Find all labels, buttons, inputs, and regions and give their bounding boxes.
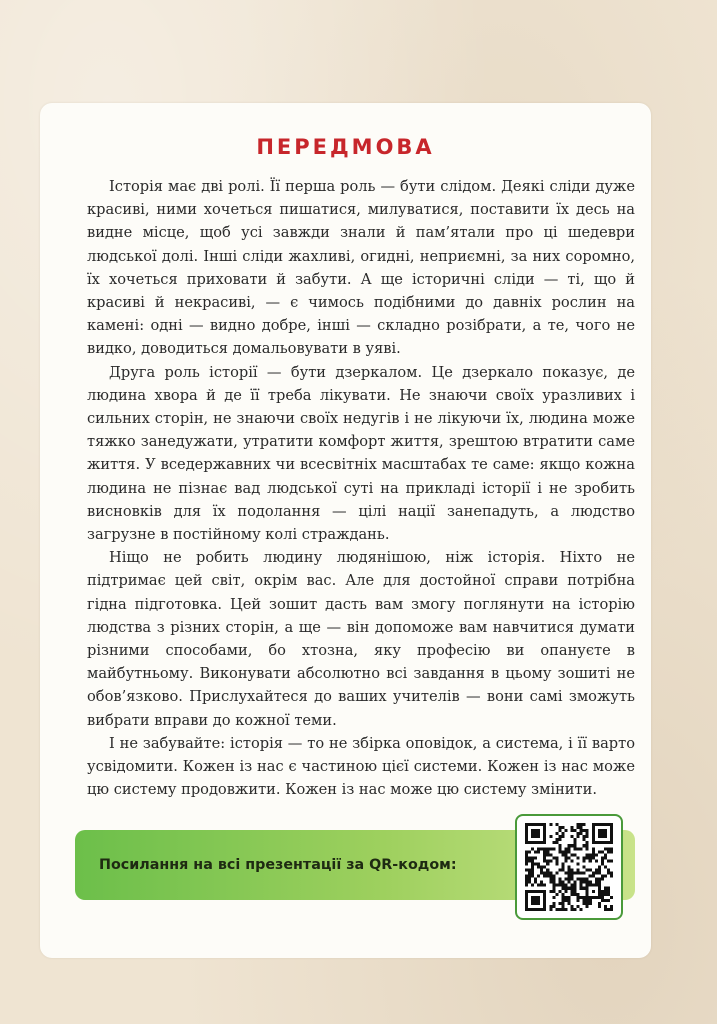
page-title: ПЕРЕДМОВА	[256, 135, 435, 159]
banner-text: Посилання на всі презентації за QR-кодом:	[99, 857, 457, 873]
paragraph-4: І не забувайте: історія — то не збірка оповідок, а система, і її варто усвідомити. Кожен із нас є частиною цієї системи. Кожен із нас може цю систему продовжити. Кожен із нас може цю систему змінити.	[87, 734, 635, 799]
paragraph-1: Історія має дві ролі. Її перша роль — бути слідом. Деякі сліди дуже красиві, ними хочеться пишатися, милуватися, поставити їх десь на видне місце, щоб усі завжди знали й пам’ятали про ці шедеври людської долі. Інші сліди жахливі, огидні, неприємні, за них соромно, їх хочеться приховати й забути. А ще історичні сліди — ті, що й красиві й некрасиві, — є чимось подібними до давніх рослин на камені: одні — видно добре, інші — складно розібрати, а те, чого не видко, доводиться домальовувати в уяві.	[87, 178, 635, 358]
qr-code[interactable]	[515, 814, 623, 920]
paragraph-2: Друга роль історії — бути дзеркалом. Це дзеркало показує, де людина хвора й де її треба лікувати. Не знаючи своїх уразливих і сильних сторін, не знаючи своїх недугів і не лікуючи їх, людина може тяжко занедужати, утратити комфорт життя, зрештою втратити саме життя. У вседержавних чи всесвітніх масштабах те саме: якщо кожна людина не пізнає вад людської суті на прикладі історії і не зробить висновків для їх подолання — цілі нації занепадуть, а людство загрузне в постійному колі страждань.	[87, 363, 635, 544]
qr-code-icon	[525, 823, 613, 911]
preface-card	[40, 103, 651, 958]
paragraph-3: Ніщо не робить людину людянішою, ніж історія. Ніхто не підтримає цей світ, окрім вас. Але для достойної справи потрібна гідна підготовка. Цей зошит дасть вам змогу поглянути на історію людства з різних сторін, а ще — він допоможе вам навчитися думати різними способами, бо хтозна, яку професію ви опануєте в майбутньому. Виконувати абсолютно всі завдання в цьому зошиті не обов’язково. Прислухайтеся до ваших учителів — вони самі зможуть вибрати вправи до кожної теми.	[87, 549, 635, 729]
preface-text	[87, 175, 635, 801]
